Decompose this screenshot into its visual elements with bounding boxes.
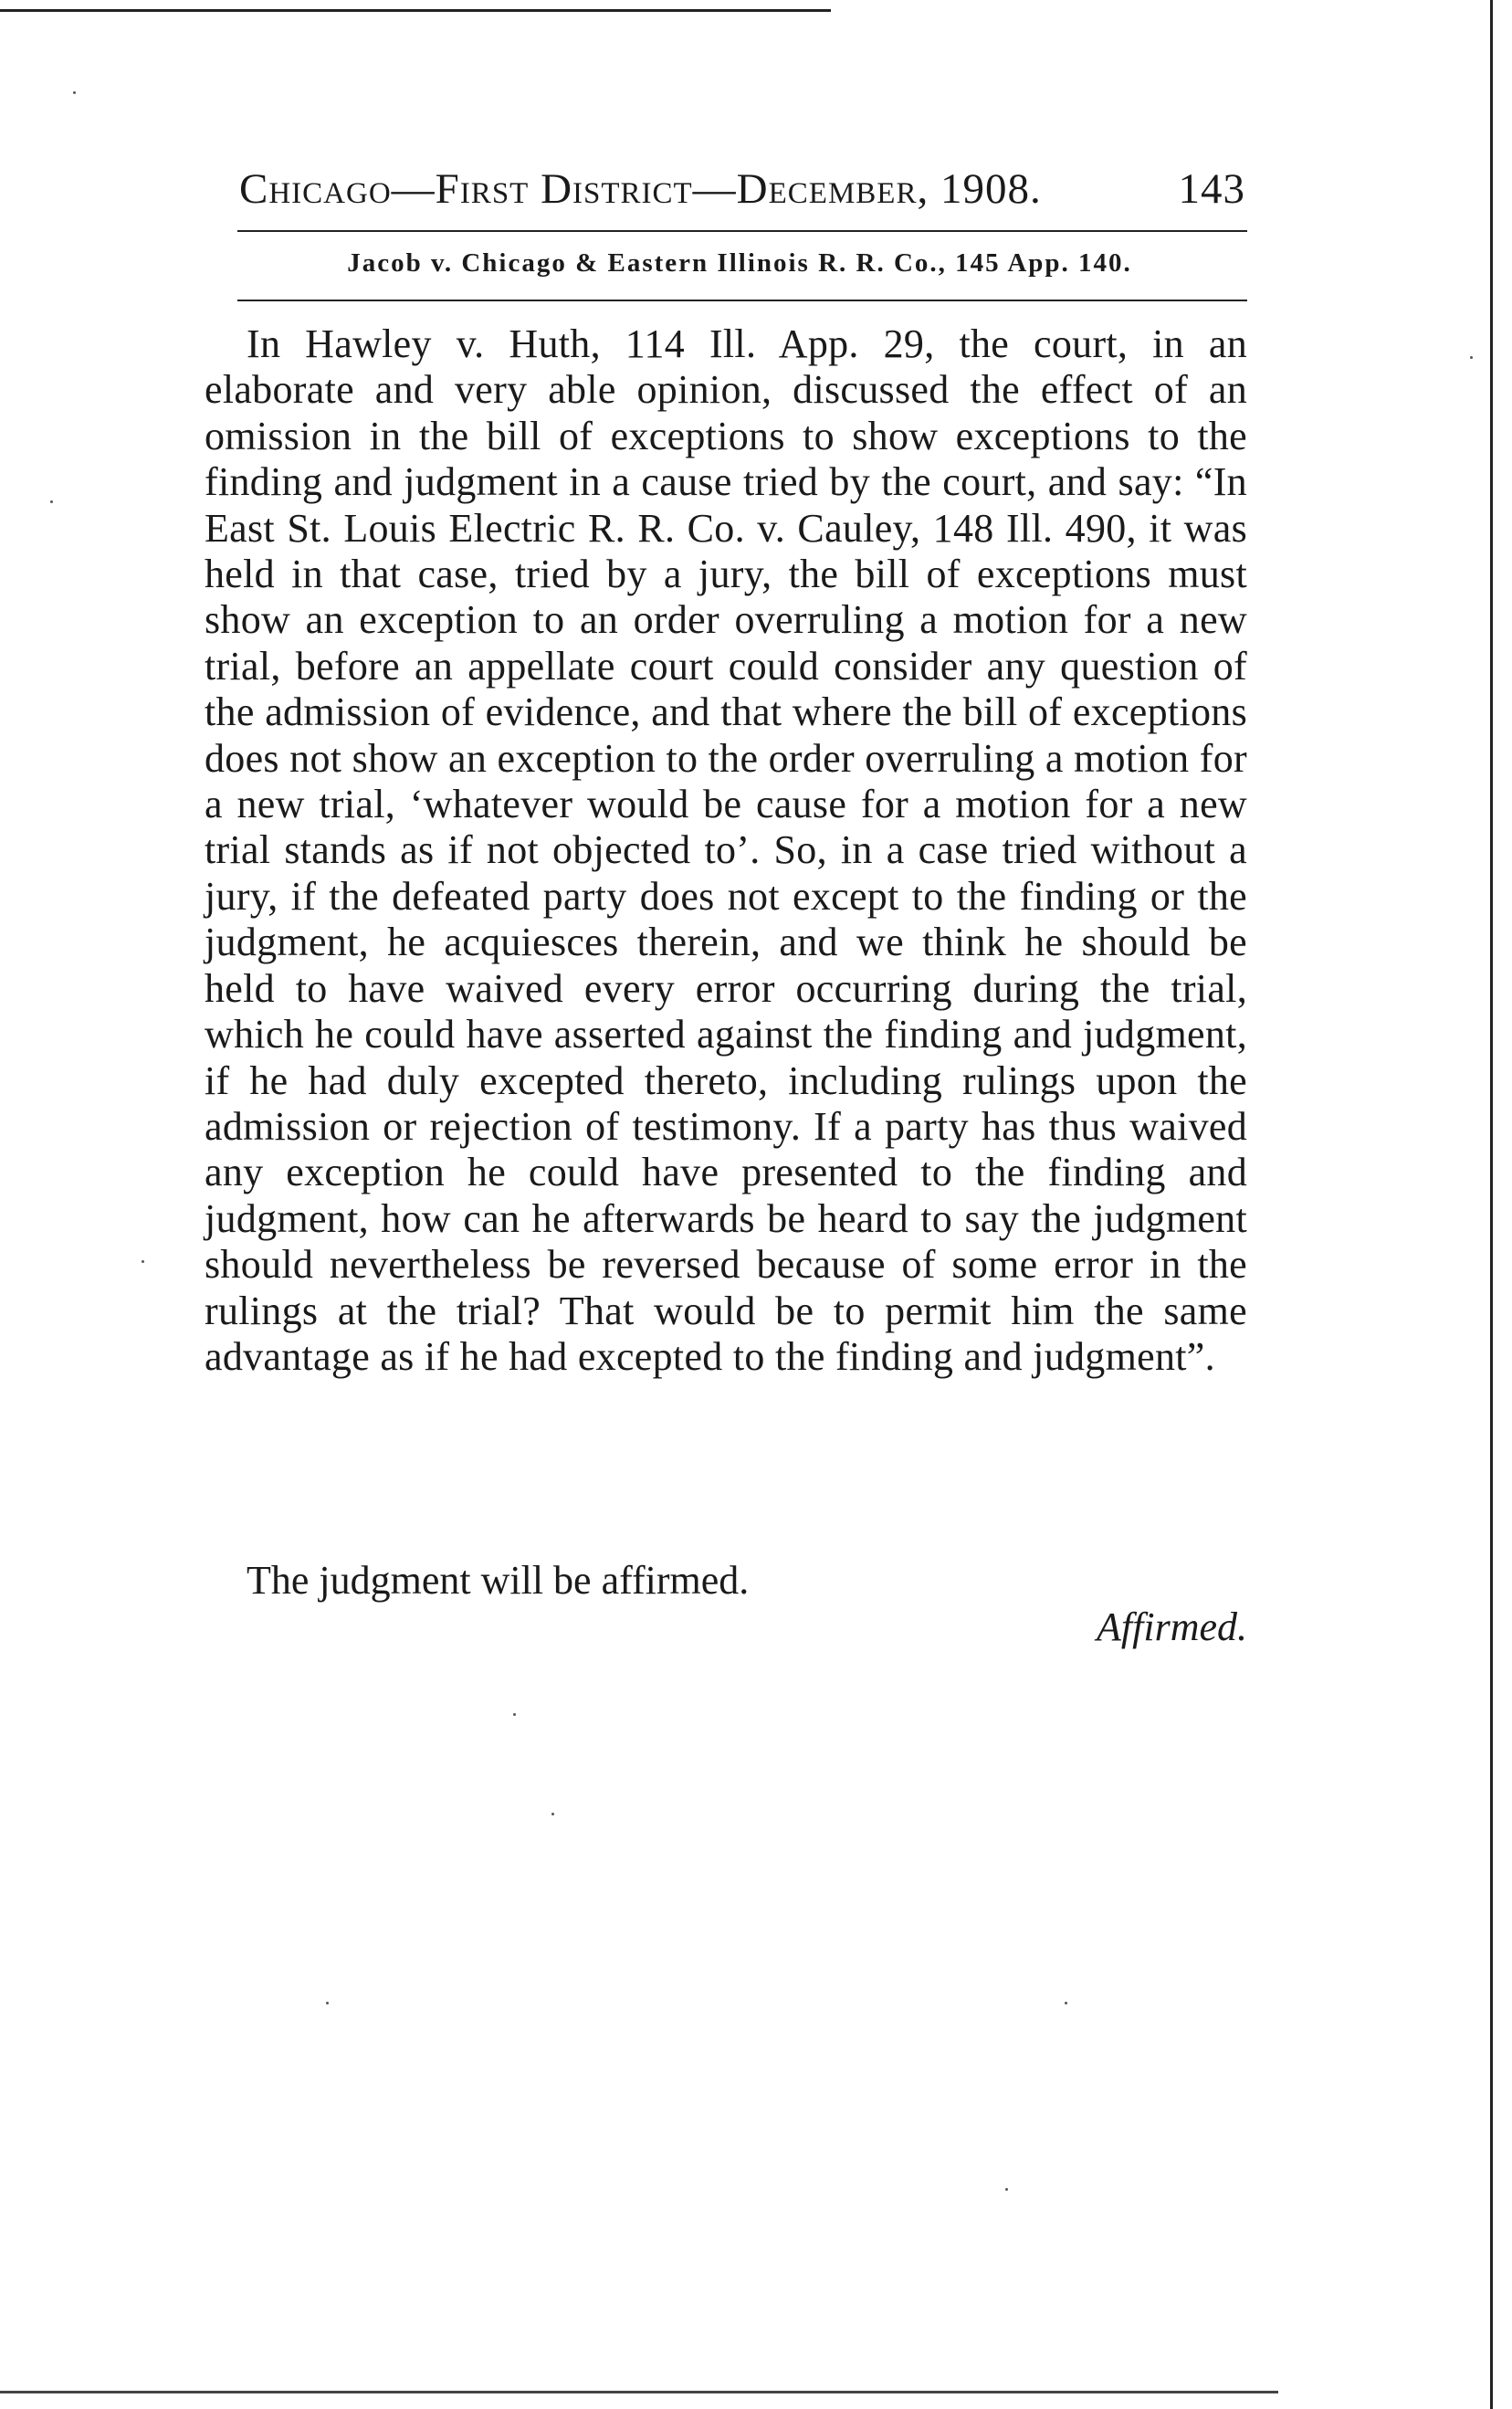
opinion-paragraph-text: In Hawley v. Huth, 114 Ill. App. 29, the court, in an elaborate and very able opinion, discussed the effect of an omission in the bill of exceptions to show exceptions to the finding and judgment in a cause tried by the court, and say: “In East St. Louis Electric R. R. Co. v. Cauley, 148 Ill. 490, it was held in that case, tried by a jury, the bill of exceptions must show an exception to an order overruling a motion for a new trial, before an appellate court could consider any question of the admission of evidence, and that where the bill of exceptions does not show an exception to the order overruling a motion for a new trial, ‘whatever would be cause for a motion for a new trial stands as if not objected to’. So, in a case tried without a jury, if the defeated party does not except to the finding or the judgment, he acquiesces therein, and we think he should be held to have waived every error occurring during the trial, which he could have asserted against the finding and judgment, if he had duly excepted thereto, including rulings upon the admission or rejection of testimony. If a party has thus waived any exception he could have presented to the finding and judgment, how can he afterwards be heard to say the judgment should nevertheless be reversed because of some error in the rulings at the trial? That would be to permit him the same advantage as if he had excepted to the finding and judgment”.	[205, 321, 1247, 1379]
scan-border-top	[0, 9, 831, 12]
scan-speck	[50, 500, 53, 503]
scan-border-right	[1490, 0, 1493, 2409]
scan-speck	[1065, 2002, 1067, 2004]
scan-speck	[73, 91, 76, 94]
page-number: 143	[1178, 165, 1245, 213]
header-rule-bottom	[237, 300, 1247, 301]
scan-speck	[142, 1260, 144, 1263]
running-head-title: Chicago—First District—December, 1908.	[239, 165, 1042, 213]
scan-border-bottom	[0, 2391, 1278, 2393]
scan-speck	[1470, 356, 1473, 359]
header-rule-top	[237, 230, 1247, 232]
disposition: Affirmed.	[1097, 1604, 1247, 1649]
scan-speck	[326, 2002, 329, 2004]
scan-speck	[513, 1713, 516, 1716]
scan-speck	[1005, 2188, 1008, 2191]
scan-speck	[551, 1813, 554, 1815]
closing-line	[205, 1558, 1247, 1604]
closing-line-text: The judgment will be affirmed.	[247, 1558, 750, 1603]
running-head	[239, 164, 1245, 214]
opinion-paragraph	[205, 321, 1247, 1380]
case-caption: Jacob v. Chicago & Eastern Illinois R. R. Co., 145 App. 140.	[347, 248, 1132, 278]
